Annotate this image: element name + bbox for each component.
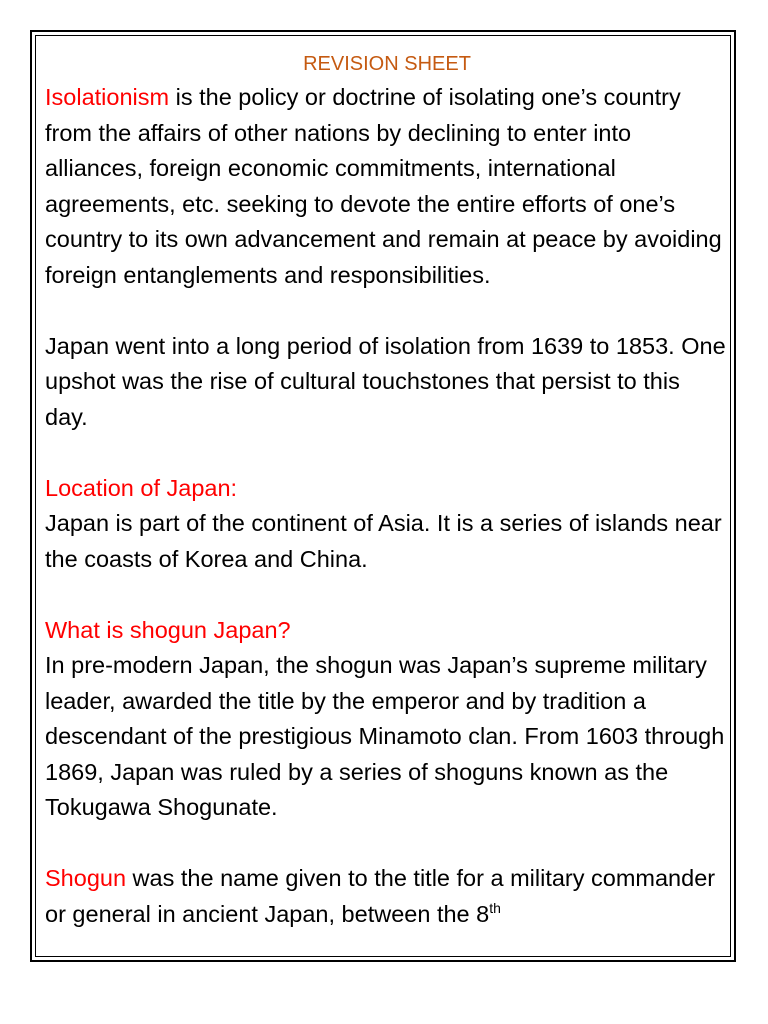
paragraph-shogun-text: was the name given to the title for a military commander or general in ancient Japan, between the 8 xyxy=(45,865,716,927)
paragraph-shogun-japan: In pre-modern Japan, the shogun was Japan’s supreme military leader, awarded the title by the emperor and by tradition a descendant of the prestigious Minamoto clan. From 1603 through 1869, Japan was ruled by a series of shoguns known as the Tokugawa Shogunate. xyxy=(45,652,725,820)
paragraph-spacer xyxy=(45,577,729,613)
paragraph-spacer xyxy=(45,435,729,471)
paragraph-isolationism-text: is the policy or doctrine of isolating one’s country from the affairs of other nations by declining to enter into alliances, foreign economic commitments, international agreements, etc. seeking to devote the entire efforts of one’s country to its own advancement and remain at peace by avoiding foreign entanglements and responsibilities. xyxy=(45,84,722,288)
paragraph-location: Japan is part of the continent of Asia. It is a series of islands near the coasts of Korea and China. xyxy=(45,510,722,572)
document-title: REVISION SHEET xyxy=(303,53,471,75)
paragraph-isolationism xyxy=(45,80,729,293)
paragraph-spacer xyxy=(45,293,729,329)
document-body xyxy=(45,50,729,932)
superscript-th: th xyxy=(489,899,501,916)
paragraph-spacer xyxy=(45,826,729,862)
heading-shogun-japan: What is shogun Japan? xyxy=(45,616,291,643)
term-shogun: Shogun xyxy=(45,865,127,891)
paragraph-japan-isolation: Japan went into a long period of isolation from 1639 to 1853. One upshot was the rise of cultural touchstones that persist to this day. xyxy=(45,332,726,430)
term-isolationism: Isolationism xyxy=(45,84,170,110)
paragraph-shogun xyxy=(45,861,729,932)
heading-location: Location of Japan: xyxy=(45,474,238,501)
